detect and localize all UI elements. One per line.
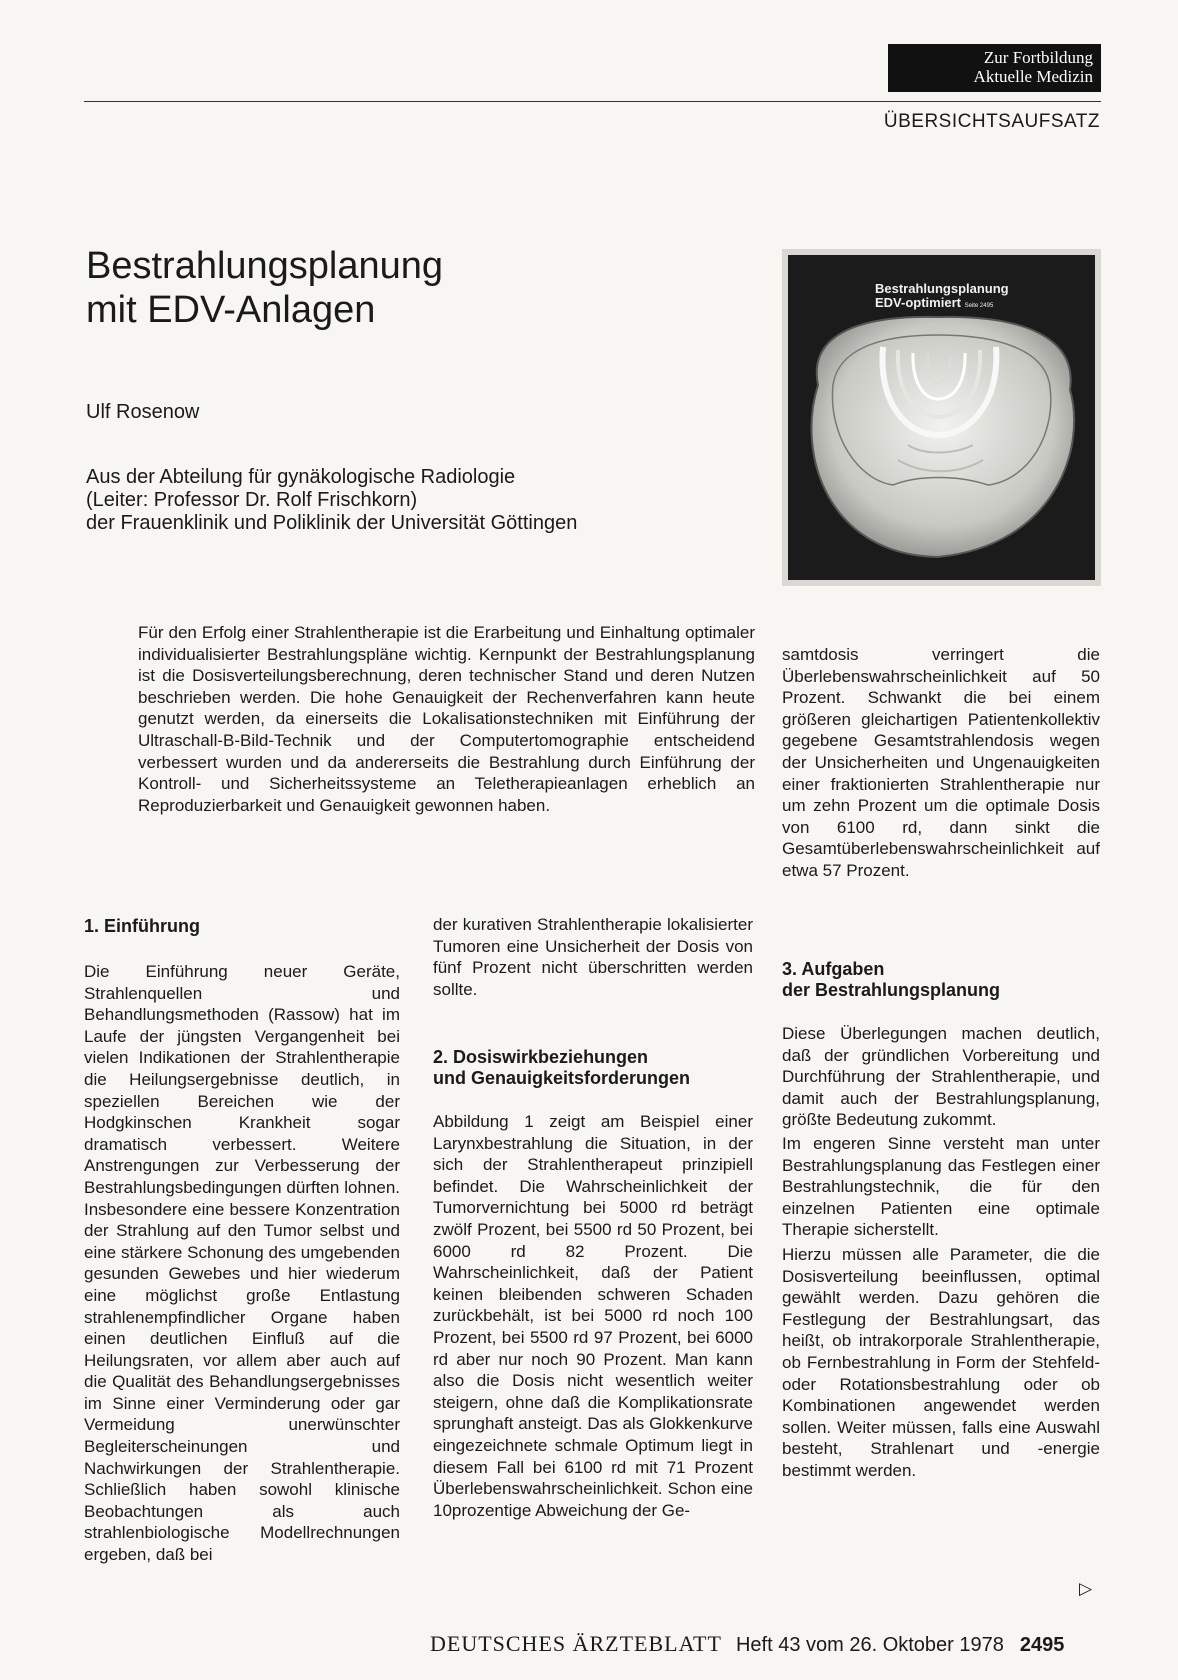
page-footer [430, 1631, 1064, 1657]
section-3-paragraph-1: Diese Überlegungen machen deutlich, daß der gründlichen Vorbereitung und Durchführung der Strahlentherapie, und damit auch der Bestrahlungsplanung, größte Bedeutung zukommt. [782, 1024, 1100, 1130]
section-badge [888, 44, 1101, 92]
header-rule [84, 101, 1101, 102]
section-heading-dose-response [433, 1047, 690, 1089]
section-2-heading-line-2: und Genauigkeitsforderungen [433, 1068, 691, 1088]
cover-title-line-1: Bestrahlungsplanung [875, 281, 1009, 296]
section-2-heading-line-1: 2. Dosiswirkbeziehungen [433, 1047, 649, 1067]
article-title [86, 244, 443, 332]
article-abstract: Für den Erfolg einer Strahlentherapie ist die Erarbeitung und Einhaltung optimaler individualisierter Bestrahlungspläne wichtig. Kernpunkt der Bestrahlungsplanung ist die Dosisverteilungsberechnung, deren technischer Stand und deren Nutzen beschrieben werden. Die hohe Genauigkeit der Rechenverfahren kann heute genutzt werden, da einerseits die Lokalisationstechniken mit Einführung der Ultraschall-B-Bild-Technik und der Computertomographie entscheidend verbessert wurden und da andererseits die Bestrahlung durch Einführung der Kontroll- und Sicherheitssysteme an Teletherapieanlagen erheblich an Reproduzierbarkeit und Genauigkeit gewonnen haben. [138, 623, 755, 815]
section-heading-introduction: 1. Einführung [84, 916, 200, 936]
section-heading-planning-tasks [782, 959, 1000, 1001]
section-2-paragraph-continued: samtdosis verringert die Überlebenswahrscheinlichkeit auf 50 Prozent. Schwankt die bei einem größeren gleichartigen Patientenkollektiv gegebene Gesamtstrahlendosis wegen der Unsicherheiten und Ungenauigkeiten einer fraktionierten Strahlentherapie nur um zehn Prozent um die optimale Dosis von 6100 rd, dann sinkt die Gesamtüberlebenswahrscheinlichkeit auf etwa 57 Prozent. [782, 645, 1100, 880]
section-label: ÜBERSICHTSAUFSATZ [883, 111, 1100, 132]
cover-caption [875, 282, 1009, 313]
badge-line-2: Aktuelle Medizin [973, 67, 1093, 86]
section-1-paragraph: Die Einführung neuer Geräte, Strahlenquellen und Behandlungsmethoden (Rassow) hat im Laufe der jüngsten Vergangenheit bei vielen Indikationen der Strahlentherapie die Heilungsergebnisse deutlich, in speziellen Bereichen wie der Hodgkinschen Krankheit sogar dramatisch verbessert. Weitere Anstrengungen zur Verbesserung der Bestrahlungsbedingungen dürften lohnen. Insbesondere eine bessere Konzentration der Strahlung auf den Tumor selbst und eine stärkere Schonung des umgebenden gesunden Gewebes und hier wiederum eine möglichst große Entlastung strahlenempfindlicher Organe haben einen deutlichen Einfluß auf die Heilungsraten, vor allem aber auch auf die Qualität des Behandlungsergebnisses im Sinne einer Verminderung oder gar Vermeidung unerwünschter Begleiterscheinungen und Nachwirkungen der Strahlentherapie. Schließlich haben sowohl klinische Beobachtungen als auch strahlenbiologische Modellrechnungen ergeben, daß bei [84, 962, 400, 1565]
section-2-paragraph: Abbildung 1 zeigt am Beispiel einer Larynxbestrahlung die Situation, in der sich der Strahlentherapeut prinzipiell befindet. Die Wahrscheinlichkeit der Tumorvernichtung bei 5000 rd beträgt zwölf Prozent, bei 5500 rd 50 Prozent, bei 6000 rd 82 Prozent. Die Wahrscheinlichkeit, daß der Patient keinen bleibenden schweren Schaden zurückbehält, ist bei 5000 rd noch 100 Prozent, bei 5500 rd 97 Prozent, bei 6000 rd aber nur noch 90 Prozent. Man kann also die Dosis nicht wesentlich weiter steigern, ohne daß die Komplikationsrate sprunghaft ansteigt. Das als Glokkenkurve eingezeichnete schmale Optimum liegt in diesem Fall bei 6100 rd mit 71 Prozent Überlebenswahrscheinlichkeit. Schon eine 10prozentige Abweichung der Ge- [433, 1112, 753, 1520]
cover-page-ref: Seite 2495 [964, 303, 994, 309]
journal-name: DEUTSCHES ÄRZTEBLATT [430, 1631, 722, 1656]
author-affiliation [86, 466, 577, 535]
issue-info: Heft 43 vom 26. Oktober 1978 [735, 1634, 1004, 1656]
title-line-2: mit EDV-Anlagen [86, 289, 376, 331]
cover-title-line-2-text: EDV-optimiert [875, 295, 961, 310]
badge-line-1: Zur Fortbildung [983, 48, 1093, 67]
cover-title-line-2 [875, 296, 1009, 313]
section-3-paragraph-3: Hierzu müssen alle Parameter, die die Dosisverteilung beeinflussen, optimal gewählt werden. Dazu gehören die Festlegung der Bestrahlungsart, das heißt, ob intrakorporale Strahlentherapie, ob Fernbestrahlung in Form der Stehfeld- oder Rotationsbestrahlung oder ob Kombinationen angewendet werden sollen. Weiter müssen, falls eine Auswahl besteht, Strahlenart und -energie bestimmt werden. [782, 1245, 1100, 1480]
continue-arrow-icon: ▷ [1079, 1579, 1093, 1598]
affiliation-line-1: Aus der Abteilung für gynäkologische Radiologie [86, 466, 516, 488]
affiliation-line-3: der Frauenklinik und Poliklinik der Universität Göttingen [86, 512, 578, 534]
section-3-heading-line-2: der Bestrahlungsplanung [782, 980, 1001, 1000]
page-number: 2495 [1019, 1634, 1065, 1656]
affiliation-line-2: (Leiter: Professor Dr. Rolf Frischkorn) [86, 489, 418, 511]
title-line-1: Bestrahlungsplanung [86, 245, 444, 287]
section-1-paragraph-continued: der kurativen Strahlentherapie lokalisierter Tumoren eine Unsicherheit der Dosis von fünf Prozent nicht überschritten werden sollte. [433, 915, 753, 999]
section-3-heading-line-1: 3. Aufgaben [782, 959, 885, 979]
cover-illustration [782, 249, 1101, 586]
author-name: Ulf Rosenow [86, 401, 200, 423]
section-3-paragraph-2: Im engeren Sinne versteht man unter Bestrahlungsplanung das Festlegen einer Bestrahlungstechnik, die für den einzelnen Patienten eine optimale Therapie sicherstellt. [782, 1134, 1100, 1240]
